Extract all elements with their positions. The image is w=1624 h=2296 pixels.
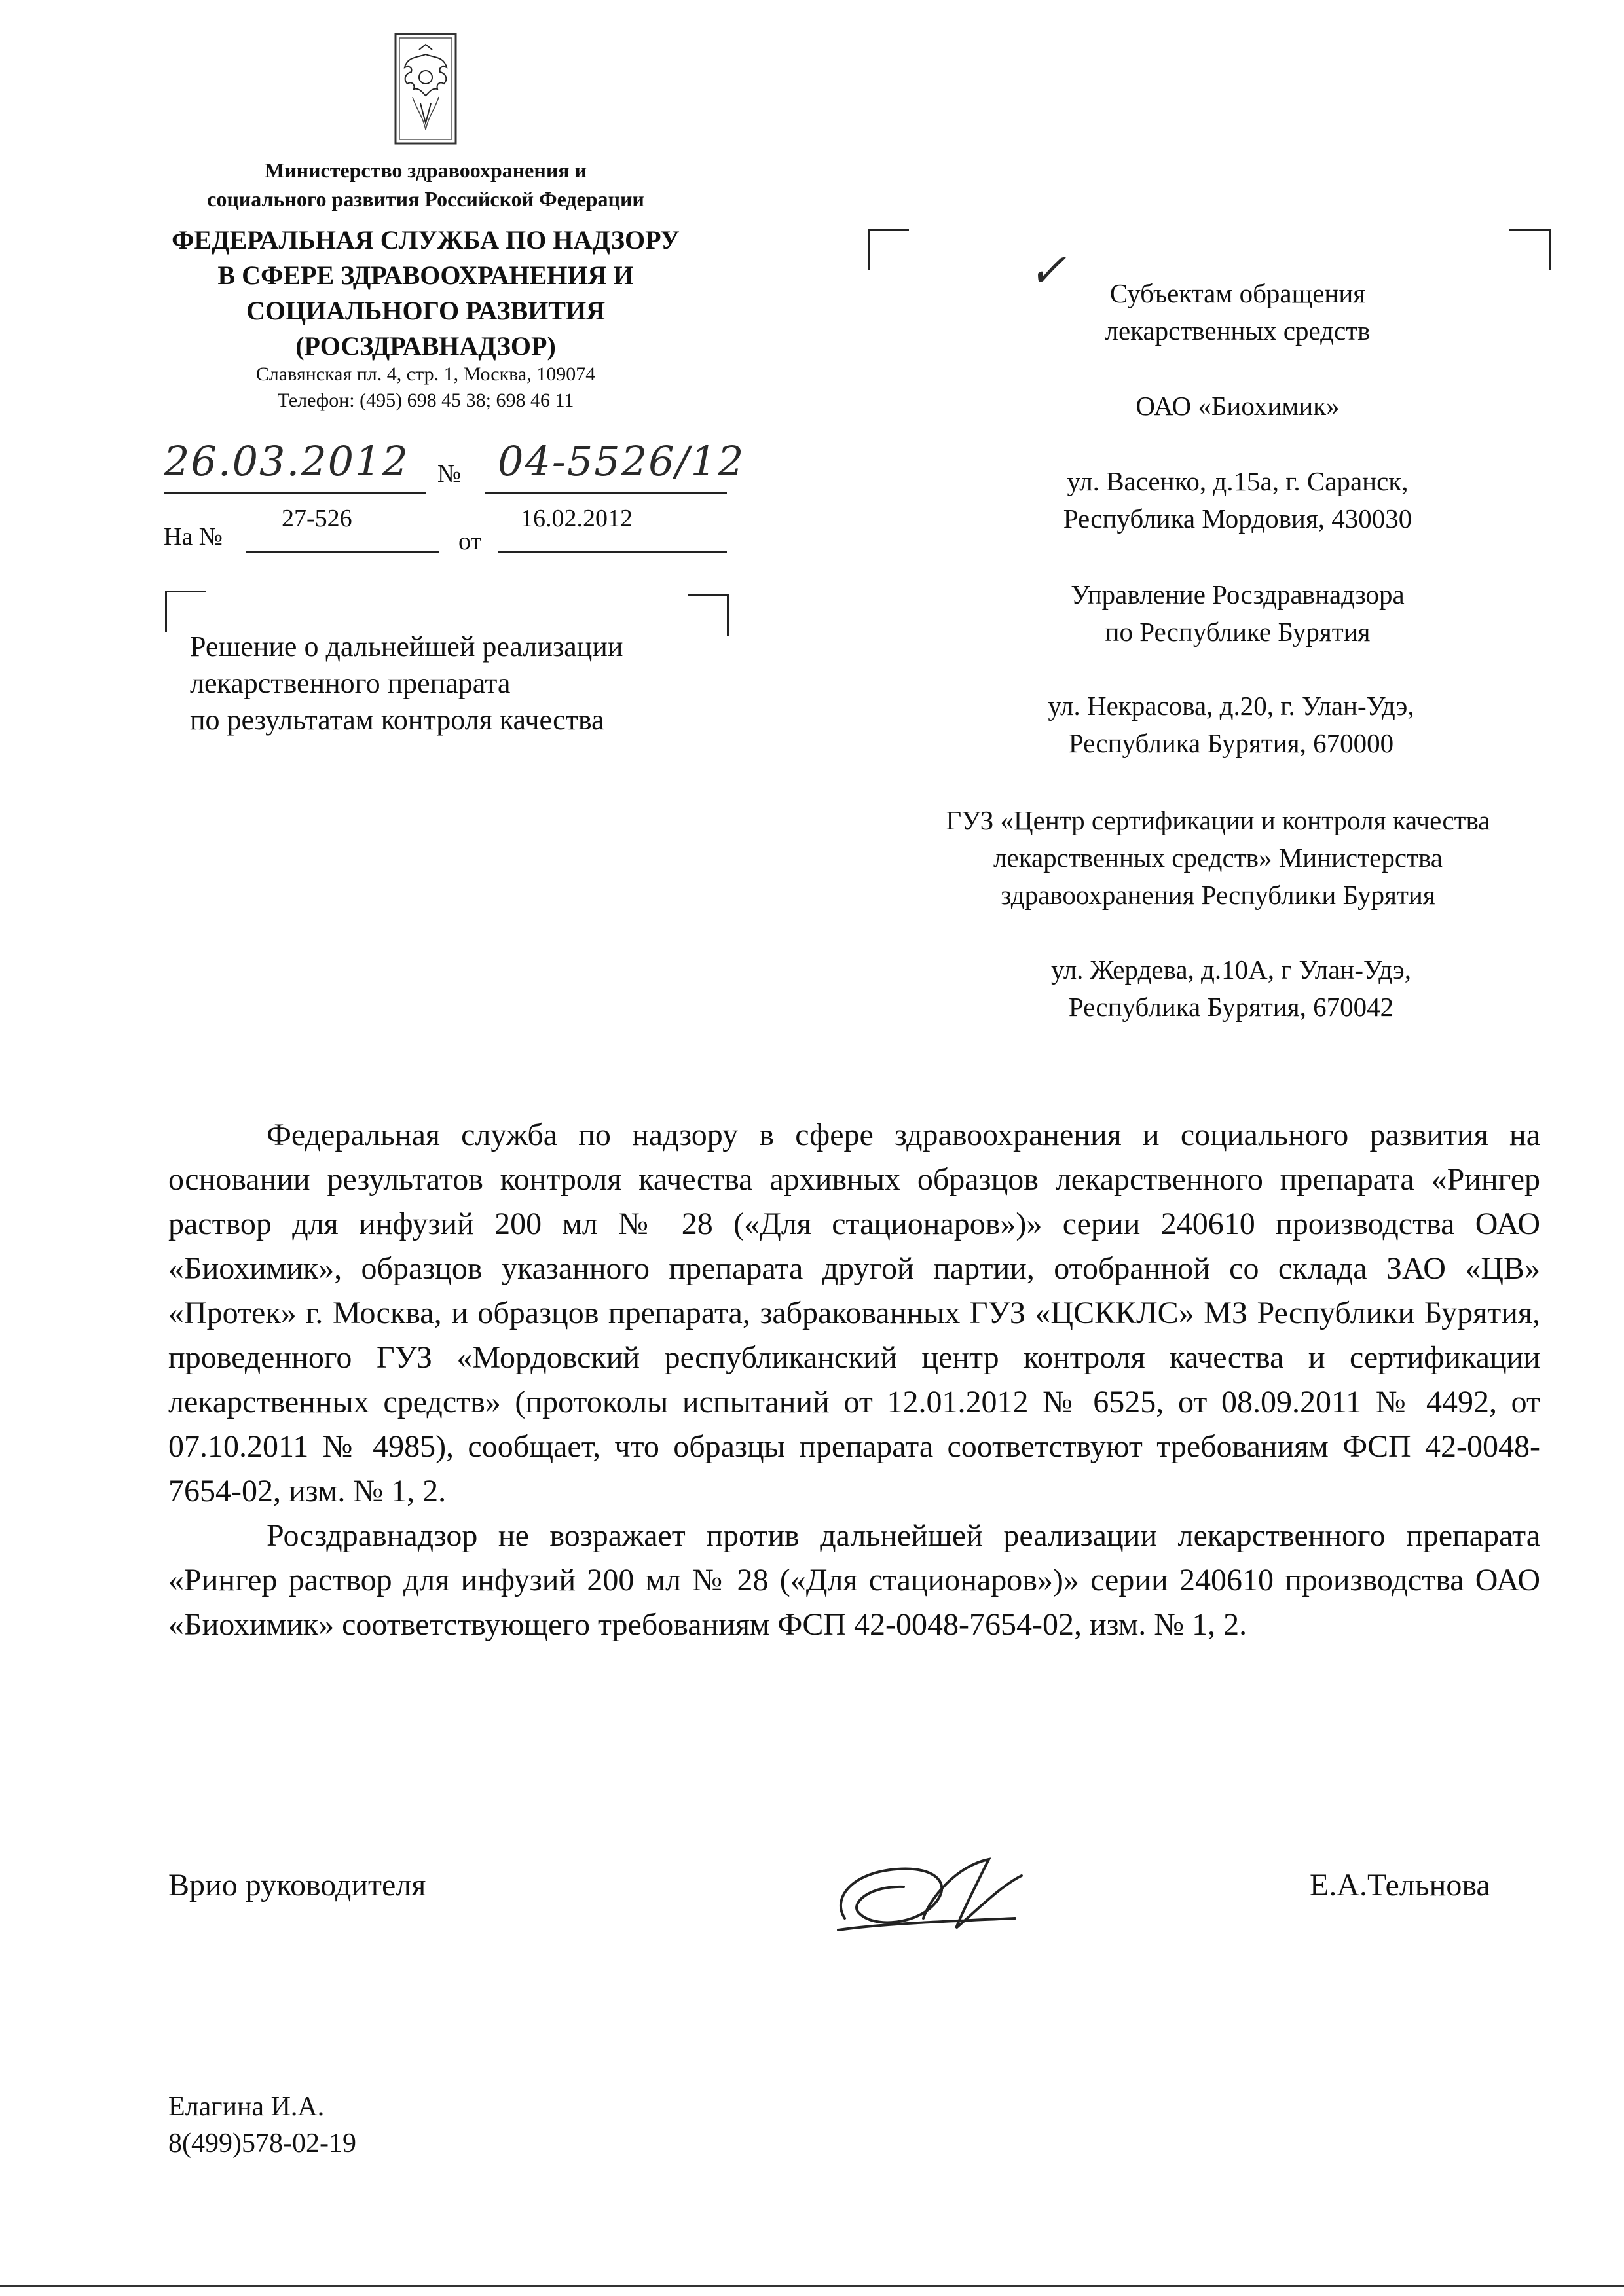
handwritten-signature: [825, 1846, 1028, 1944]
agency-line-1: ФЕДЕРАЛЬНАЯ СЛУЖБА ПО НАДЗОРУ: [172, 225, 680, 255]
recipient-6: [877, 802, 1559, 914]
agency-address: Славянская пл. 4, стр. 1, Москва, 109074: [255, 363, 596, 385]
subject-block: [190, 629, 623, 738]
recipient-4-line-2: по Республике Бурятия: [1105, 617, 1371, 647]
letter-body: [168, 1113, 1540, 1647]
body-paragraph-1: Федеральная служба по надзору в сфере здравоохранения и социального развития на основании результатов контроля качества архивных образцов лекарственного препарата «Рингер раствор для инфузий 200 мл № 28 («Для стационаров»)» серии 240610 производства ОАО «Биохимик», образцов указанного препарата другой партии, отобранной со склада ЗАО «ЦВ» «Протек» г. Москва, и образцов препарата, забракованных ГУЗ «ЦСККЛС» МЗ Республики Бурятия, проведенного ГУЗ «Мордовский республиканский центр контроля качества и сертификации лекарственных средств» (протоколы испытаний от 12.01.2012 № 6525, от 08.09.2011 № 4492, от 07.10.2011 № 4985), сообщает, что образцы препарата соответствуют требованиям ФСП 42-0048-7654-02, изм. № 1, 2.: [168, 1118, 1540, 1508]
subject-corner-right: [688, 594, 729, 636]
agency-contacts: [105, 361, 747, 414]
recipient-3-line-1: ул. Васенко, д.15а, г. Саранск,: [1067, 466, 1409, 496]
agency-line-4: (РОСЗДРАВНАДЗОР): [295, 331, 556, 361]
executor-name: Елагина И.А.: [168, 2092, 325, 2122]
recipient-6-line-3: здравоохранения Республики Бурятия: [1001, 880, 1435, 910]
agency-phone: Телефон: (495) 698 45 38; 698 46 11: [277, 390, 574, 411]
outgoing-number-underline: [485, 492, 727, 494]
subject-line-1: Решение о дальнейшей реализации: [190, 630, 623, 663]
recipient-7-line-2: Республика Бурятия, 670042: [1068, 992, 1394, 1022]
signatory-name: Е.А.Тельнова: [1310, 1868, 1490, 1903]
body-paragraph-2: Росздравнадзор не возражает против дальнейшей реализации лекарственного препарата «Рингер раствор для инфузий 200 мл № 28 («Для стационаров»)» серии 240610 производства ОАО «Биохимик» соответствующего требованиям ФСП 42-0048-7654-02, изм. № 1, 2.: [168, 1518, 1540, 1642]
incoming-number-label: На №: [164, 523, 223, 551]
incoming-date-label: от: [458, 528, 482, 555]
agency-line-3: СОЦИАЛЬНОГО РАЗВИТИЯ: [246, 296, 605, 325]
recipient-1-line-2: лекарственных средств: [1105, 316, 1371, 346]
incoming-number: 27-526: [282, 505, 352, 532]
outgoing-date: 26.03.2012: [164, 437, 409, 485]
recipient-4-line-1: Управление Росздравнадзора: [1071, 579, 1405, 610]
subject-line-2: лекарственного препарата: [190, 667, 511, 699]
outgoing-number-label: №: [437, 460, 462, 488]
bottom-border-line: [0, 2285, 1624, 2287]
recipient-5: [969, 687, 1493, 762]
ministry-line-1: Министерство здравоохранения и: [264, 158, 587, 182]
recipient-7-line-1: ул. Жердева, д.10А, г Улан-Удэ,: [1051, 955, 1411, 985]
check-mark-icon: ✓: [1028, 244, 1068, 297]
recipient-3: [995, 463, 1480, 538]
recipient-1-line-1: Субъектам обращения: [1109, 278, 1366, 308]
outgoing-number: 04-5526/12: [498, 437, 745, 485]
executor-phone: 8(499)578-02-19: [168, 2128, 356, 2159]
agency-line-2: В СФЕРЕ ЗДРАВООХРАНЕНИЯ И: [217, 261, 634, 290]
ministry-line-2: социального развития Российской Федерации: [207, 187, 644, 211]
subject-line-3: по результатам контроля качества: [190, 704, 604, 736]
recipient-corner-right: [1509, 229, 1551, 270]
outgoing-date-underline: [164, 492, 426, 494]
executor-block: [168, 2088, 356, 2162]
coat-of-arms-emblem: [393, 31, 458, 146]
signatory-position: Врио руководителя: [168, 1868, 426, 1903]
ministry-header: [105, 156, 747, 213]
incoming-date-underline: [498, 551, 727, 553]
recipient-2-line-1: ОАО «Биохимик»: [1135, 391, 1340, 421]
recipient-2: [1008, 388, 1467, 425]
recipient-6-line-2: лекарственных средств» Министерства: [993, 843, 1443, 873]
recipient-1: [1008, 275, 1467, 350]
incoming-number-underline: [246, 551, 439, 553]
incoming-date: 16.02.2012: [521, 505, 633, 532]
agency-header: [105, 223, 747, 364]
recipient-6-line-1: ГУЗ «Центр сертификации и контроля качества: [946, 805, 1490, 835]
recipient-7: [969, 951, 1493, 1026]
recipient-4: [995, 576, 1480, 651]
recipient-3-line-2: Республика Мордовия, 430030: [1063, 503, 1412, 534]
recipient-corner-left: [868, 229, 909, 270]
recipient-5-line-2: Республика Бурятия, 670000: [1068, 728, 1394, 758]
recipient-5-line-1: ул. Некрасова, д.20, г. Улан-Удэ,: [1048, 691, 1414, 721]
subject-corner-left: [165, 591, 206, 632]
